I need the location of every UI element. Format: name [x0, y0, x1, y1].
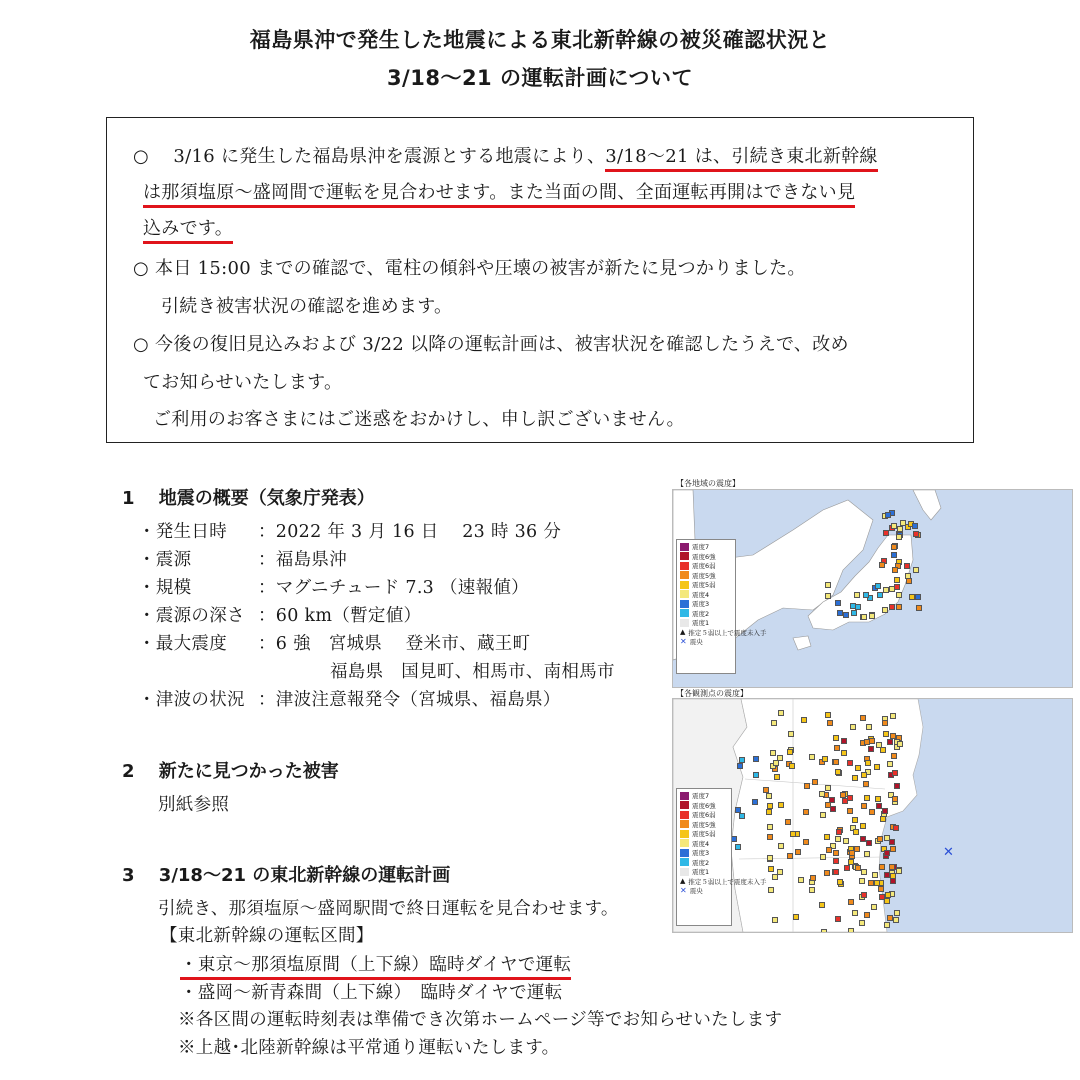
- intensity-marker: [885, 892, 891, 898]
- intensity-marker: [804, 783, 810, 789]
- intensity-marker: [753, 756, 759, 762]
- map1-legend-epicenter-row: [680, 637, 732, 647]
- intensity-marker: [819, 902, 825, 908]
- legend-swatch: [680, 868, 689, 876]
- intensity-marker: [890, 873, 896, 879]
- intensity-marker: [912, 523, 918, 529]
- intensity-marker: [847, 760, 853, 766]
- intensity-marker: [864, 739, 870, 745]
- legend-swatch: [680, 562, 689, 570]
- intensity-marker: [860, 823, 866, 829]
- intensity-marker: [893, 825, 899, 831]
- intensity-marker: [788, 731, 794, 737]
- intensity-marker: [803, 809, 809, 815]
- legend-row: [680, 618, 732, 628]
- intensity-marker: [890, 713, 896, 719]
- intensity-marker: [884, 872, 890, 878]
- section3-note2: ※上越･北陸新幹線は平常通り運転いたします。: [178, 1038, 560, 1058]
- legend-row: [680, 858, 728, 868]
- intensity-marker: [739, 813, 745, 819]
- intensity-marker: [772, 874, 778, 880]
- intensity-marker: [879, 562, 885, 568]
- intensity-marker: [778, 843, 784, 849]
- legend-row: [680, 599, 732, 609]
- map1-legend-estimate: 推定５弱以上で震度未入手: [688, 628, 767, 637]
- section3-route2: ・盛岡〜新青森間（上下線） 臨時ダイヤで運転: [180, 983, 563, 1003]
- intensity-marker: [891, 544, 897, 550]
- legend-row: [680, 590, 732, 600]
- intensity-marker: [864, 912, 870, 918]
- section1-value-5: 福島県 国見町、相馬市、南相馬市: [330, 662, 615, 682]
- epicenter-cross-icon: ✕: [680, 886, 687, 896]
- intensity-marker: [916, 605, 922, 611]
- intensity-marker: [795, 849, 801, 855]
- section1-value-3: ：60 km（暫定値）: [258, 606, 422, 626]
- intensity-marker: [835, 836, 841, 842]
- intensity-marker: [894, 584, 900, 590]
- intensity-marker: [863, 592, 869, 598]
- legend-swatch: [680, 801, 689, 809]
- intensity-marker: [837, 879, 843, 885]
- legend-row: [680, 839, 728, 849]
- intensity-marker: [887, 739, 893, 745]
- intensity-marker: [803, 839, 809, 845]
- legend-label: 震度5弱: [692, 830, 716, 839]
- intensity-marker: [875, 796, 881, 802]
- intensity-marker: [892, 770, 898, 776]
- intensity-marker: [861, 772, 867, 778]
- intensity-marker: [833, 858, 839, 864]
- legend-row: [680, 791, 728, 801]
- intensity-marker: [864, 795, 870, 801]
- legend-swatch: [680, 619, 689, 627]
- intensity-marker: [771, 720, 777, 726]
- intensity-marker: [893, 917, 899, 923]
- intensity-marker: [766, 793, 772, 799]
- notice-p1-a: ○ 3/16 に発生した福島県沖を震源とする地震により、: [133, 146, 606, 167]
- intensity-marker: [833, 850, 839, 856]
- intensity-marker: [904, 563, 910, 569]
- intensity-marker: [864, 851, 870, 857]
- legend-row: [680, 580, 732, 590]
- intensity-marker: [855, 765, 861, 771]
- section2-body: 別紙参照: [158, 795, 230, 815]
- notice-p2-line2: 引続き被害状況の確認を進めます。: [161, 296, 453, 317]
- intensity-marker: [798, 877, 804, 883]
- intensity-marker: [875, 583, 881, 589]
- intensity-marker: [739, 757, 745, 763]
- intensity-marker: [833, 759, 839, 765]
- intensity-marker: [887, 761, 893, 767]
- legend-label: 震度5強: [692, 820, 716, 829]
- intensity-marker: [896, 868, 902, 874]
- intensity-marker: [847, 808, 853, 814]
- section1-value-1: ：福島県沖: [258, 550, 347, 570]
- intensity-marker: [853, 829, 859, 835]
- map2-legend-estimate-row: [680, 877, 767, 887]
- intensity-marker: [861, 803, 867, 809]
- intensity-marker: [896, 534, 902, 540]
- map2-legend-epicenter: 震央: [689, 887, 703, 896]
- intensity-marker: [863, 781, 869, 787]
- map2-legend: [676, 788, 767, 926]
- intensity-marker: [809, 754, 815, 760]
- map2-legend-epicenter-row: [680, 886, 728, 896]
- legend-swatch: [680, 811, 689, 819]
- map1-caption: 【各地域の震度】: [676, 479, 740, 488]
- section3-note1: ※各区間の運転時刻表は準備でき次第ホームページ等でお知らせいたします: [178, 1010, 783, 1030]
- intensity-marker: [777, 869, 783, 875]
- section1-value-2: ：マグニチュード 7.3 （速報値）: [258, 578, 529, 598]
- legend-row: [680, 867, 728, 877]
- notice-p1-line2: [143, 178, 855, 204]
- intensity-marker: [884, 922, 890, 928]
- intensity-marker: [869, 738, 875, 744]
- intensity-marker: [836, 829, 842, 835]
- section1-label-1: ・震源: [138, 550, 192, 570]
- intensity-marker: [835, 769, 841, 775]
- intensity-marker: [882, 720, 888, 726]
- intensity-marker: [790, 831, 796, 837]
- section1-value-4: ：6 強 宮城県 登米市、蔵王町: [258, 634, 531, 654]
- intensity-marker: [763, 787, 769, 793]
- epicenter-cross-icon: ✕: [680, 637, 687, 647]
- intensity-marker: [892, 567, 898, 573]
- legend-label: 震度5強: [692, 571, 716, 580]
- intensity-marker: [848, 928, 854, 934]
- intensity-marker: [894, 577, 900, 583]
- intensity-marker: [767, 834, 773, 840]
- legend-label: 震度1: [692, 619, 710, 628]
- intensity-marker: [767, 824, 773, 830]
- intensity-marker: [897, 741, 903, 747]
- notice-p3-line2: てお知らせいたします。: [143, 372, 343, 393]
- intensity-marker: [843, 838, 849, 844]
- section3-subheading: 【東北新幹線の運転区間】: [160, 926, 374, 946]
- section2-heading: 2 新たに見つかった被害: [122, 761, 339, 782]
- intensity-marker: [825, 712, 831, 718]
- intensity-marker: [869, 613, 875, 619]
- intensity-marker: [859, 878, 865, 884]
- intensity-marker: [843, 612, 849, 618]
- section1-heading: 1 地震の概要（気象庁発表）: [122, 488, 375, 509]
- intensity-marker: [767, 855, 773, 861]
- intensity-marker: [891, 552, 897, 558]
- intensity-marker: [820, 812, 826, 818]
- notice-p1-highlight-2: は那須塩原〜盛岡間で運転を見合わせます。また当面の間、全面運転再開はできない見: [143, 182, 855, 208]
- intensity-marker: [860, 715, 866, 721]
- legend-row: [680, 810, 728, 820]
- intensity-marker: [889, 604, 895, 610]
- intensity-marker: [849, 850, 855, 856]
- intensity-marker: [891, 523, 897, 529]
- legend-swatch: [680, 581, 689, 589]
- legend-row: [680, 571, 732, 581]
- map2-land: [673, 699, 1072, 932]
- legend-label: 震度4: [692, 839, 710, 848]
- intensity-marker: [874, 880, 880, 886]
- legend-swatch: [680, 609, 689, 617]
- legend-swatch: [680, 820, 689, 828]
- intensity-marker: [810, 875, 816, 881]
- intensity-marker: [844, 865, 850, 871]
- intensity-marker: [852, 910, 858, 916]
- intensity-marker: [833, 869, 839, 875]
- intensity-marker: [833, 735, 839, 741]
- intensity-marker: [822, 756, 828, 762]
- legend-row: [680, 561, 732, 571]
- intensity-marker: [827, 720, 833, 726]
- intensity-marker: [768, 866, 774, 872]
- legend-label: 震度7: [692, 792, 710, 801]
- intensity-marker: [819, 791, 825, 797]
- legend-swatch: [680, 858, 689, 866]
- legend-row: [680, 552, 732, 562]
- intensity-marker: [852, 817, 858, 823]
- intensity-marker: [887, 915, 893, 921]
- intensity-marker: [774, 774, 780, 780]
- intensity-marker: [840, 792, 846, 798]
- intensity-marker: [825, 593, 831, 599]
- intensity-marker: [889, 864, 895, 870]
- intensity-marker: [778, 710, 784, 716]
- legend-label: 震度6弱: [692, 562, 716, 571]
- intensity-marker: [909, 594, 915, 600]
- intensity-marker: [866, 840, 872, 846]
- section3-body: 引続き、那須塩原〜盛岡駅間で終日運転を見合わせます。: [158, 899, 619, 919]
- notice-box: [106, 117, 974, 443]
- intensity-marker: [778, 802, 784, 808]
- legend-label: 震度2: [692, 609, 710, 618]
- notice-p1-highlight-3: 込みです。: [143, 218, 233, 244]
- map2-legend-rows: [680, 791, 728, 877]
- section3-route1-highlight: ・東京〜那須塩原間（上下線）臨時ダイヤで運転: [180, 955, 571, 980]
- legend-row: [680, 609, 732, 619]
- intensity-marker: [861, 892, 867, 898]
- intensity-marker: [854, 592, 860, 598]
- station-intensity-map: [672, 698, 1073, 933]
- section3-heading: 3 3/18〜21 の東北新幹線の運転計画: [122, 865, 451, 886]
- intensity-marker: [872, 872, 878, 878]
- intensity-marker: [830, 806, 836, 812]
- intensity-marker: [913, 567, 919, 573]
- intensity-marker: [891, 753, 897, 759]
- legend-row: [680, 848, 728, 858]
- legend-label: 震度3: [692, 600, 710, 609]
- intensity-marker: [915, 594, 921, 600]
- intensity-marker: [865, 760, 871, 766]
- section1-value-6: ：津波注意報発令（宮城県、福島県）: [258, 690, 561, 710]
- intensity-marker: [894, 910, 900, 916]
- intensity-marker: [785, 819, 791, 825]
- intensity-marker: [824, 834, 830, 840]
- intensity-marker: [883, 731, 889, 737]
- intensity-marker: [812, 779, 818, 785]
- intensity-marker: [841, 738, 847, 744]
- section1-value-0: ：2022 年 3 月 16 日 23 時 36 分: [258, 522, 562, 542]
- estimate-triangle-icon: ▲: [680, 628, 686, 637]
- intensity-marker: [884, 898, 890, 904]
- intensity-marker: [826, 847, 832, 853]
- legend-swatch: [680, 849, 689, 857]
- page-title-line1: 福島県沖で発生した地震による東北新幹線の被災確認状況と: [249, 28, 831, 52]
- intensity-marker: [851, 610, 857, 616]
- intensity-marker: [825, 582, 831, 588]
- intensity-marker: [879, 864, 885, 870]
- intensity-marker: [894, 783, 900, 789]
- intensity-marker: [787, 749, 793, 755]
- legend-row: [680, 542, 732, 552]
- section1-label-2: ・規模: [138, 578, 192, 598]
- intensity-marker: [855, 865, 861, 871]
- intensity-marker: [880, 816, 886, 822]
- intensity-marker: [850, 724, 856, 730]
- legend-label: 震度5弱: [692, 581, 716, 590]
- intensity-marker: [869, 809, 875, 815]
- map1-legend-epicenter: 震央: [689, 638, 703, 647]
- intensity-marker: [737, 763, 743, 769]
- legend-row: [680, 820, 728, 830]
- legend-swatch: [680, 839, 689, 847]
- intensity-marker: [868, 746, 874, 752]
- legend-swatch: [680, 571, 689, 579]
- legend-label: 震度1: [692, 868, 710, 877]
- epicenter-cross-icon: ✕: [943, 845, 954, 860]
- page-title-line2: 3/18〜21 の運転計画について: [386, 66, 694, 90]
- legend-label: 震度3: [692, 849, 710, 858]
- legend-swatch: [680, 552, 689, 560]
- legend-label: 震度7: [692, 543, 710, 552]
- intensity-marker: [880, 747, 886, 753]
- intensity-marker: [848, 899, 854, 905]
- intensity-marker: [913, 531, 919, 537]
- section1-label-6: ・津波の状況: [138, 690, 245, 710]
- intensity-marker: [882, 607, 888, 613]
- intensity-marker: [801, 717, 807, 723]
- section3-route1: [180, 951, 571, 976]
- intensity-marker: [773, 760, 779, 766]
- legend-swatch: [680, 830, 689, 838]
- intensity-marker: [896, 592, 902, 598]
- legend-swatch: [680, 543, 689, 551]
- intensity-marker: [877, 836, 883, 842]
- legend-row: [680, 801, 728, 811]
- legend-swatch: [680, 600, 689, 608]
- legend-row: [680, 829, 728, 839]
- map1-legend-estimate-row: [680, 628, 767, 638]
- notice-p1-line3: [143, 214, 233, 240]
- intensity-marker: [821, 929, 827, 933]
- intensity-marker: [824, 870, 830, 876]
- map1-legend-rows: [680, 542, 732, 628]
- intensity-marker: [890, 878, 896, 884]
- intensity-marker: [876, 803, 882, 809]
- intensity-marker: [820, 854, 826, 860]
- intensity-marker: [753, 772, 759, 778]
- map2-legend-estimate: 推定５弱以上で震度未入手: [688, 877, 767, 886]
- intensity-marker: [809, 887, 815, 893]
- intensity-marker: [767, 803, 773, 809]
- intensity-marker: [859, 920, 865, 926]
- legend-label: 震度6弱: [692, 811, 716, 820]
- intensity-marker: [852, 775, 858, 781]
- intensity-marker: [841, 750, 847, 756]
- intensity-marker: [766, 809, 772, 815]
- intensity-marker: [842, 798, 848, 804]
- intensity-marker: [789, 763, 795, 769]
- notice-p2-line1: ○ 本日 15:00 までの確認で、電柱の傾斜や圧壊の被害が新たに見つかりました。: [133, 258, 806, 279]
- intensity-marker: [861, 614, 867, 620]
- intensity-marker: [793, 914, 799, 920]
- intensity-marker: [834, 745, 840, 751]
- legend-label: 震度6強: [692, 801, 716, 810]
- map1-legend: [676, 539, 767, 674]
- intensity-marker: [835, 916, 841, 922]
- intensity-marker: [768, 887, 774, 893]
- notice-p3-line1: ○ 今後の復旧見込みおよび 3/22 以降の運転計画は、被害状況を確認したうえで、改め: [133, 334, 849, 355]
- legend-swatch: [680, 590, 689, 598]
- intensity-marker: [883, 587, 889, 593]
- intensity-marker: [882, 808, 888, 814]
- notice-p1-highlight: 3/18〜21 は、引続き東北新幹線: [605, 146, 877, 172]
- section1-label-0: ・発生日時: [138, 522, 227, 542]
- legend-label: 震度4: [692, 590, 710, 599]
- intensity-marker: [871, 904, 877, 910]
- intensity-marker: [884, 850, 890, 856]
- legend-swatch: [680, 792, 689, 800]
- intensity-marker: [770, 750, 776, 756]
- legend-label: 震度2: [692, 858, 710, 867]
- estimate-triangle-icon: ▲: [680, 877, 686, 886]
- notice-p3-line3: ご利用のお客さまにはご迷惑をおかけし、申し訳ございません。: [153, 409, 685, 430]
- intensity-marker: [892, 796, 898, 802]
- intensity-marker: [896, 604, 902, 610]
- intensity-marker: [890, 846, 896, 852]
- legend-label: 震度6強: [692, 552, 716, 561]
- intensity-marker: [868, 880, 874, 886]
- intensity-marker: [772, 917, 778, 923]
- intensity-marker: [825, 785, 831, 791]
- intensity-marker: [883, 530, 889, 536]
- intensity-marker: [889, 839, 895, 845]
- intensity-marker: [874, 764, 880, 770]
- intensity-marker: [906, 578, 912, 584]
- intensity-marker: [885, 512, 891, 518]
- intensity-marker: [787, 853, 793, 859]
- intensity-marker: [877, 592, 883, 598]
- section1-label-4: ・最大震度: [138, 634, 227, 654]
- intensity-marker: [848, 859, 854, 865]
- map2-caption: 【各観測点の震度】: [676, 689, 748, 698]
- intensity-marker: [835, 600, 841, 606]
- intensity-marker: [878, 886, 884, 892]
- intensity-marker: [752, 799, 758, 805]
- intensity-marker: [866, 724, 872, 730]
- notice-p1-line1: [133, 142, 878, 168]
- intensity-marker: [735, 844, 741, 850]
- section1-label-3: ・震源の深さ: [138, 606, 245, 626]
- intensity-marker: [735, 807, 741, 813]
